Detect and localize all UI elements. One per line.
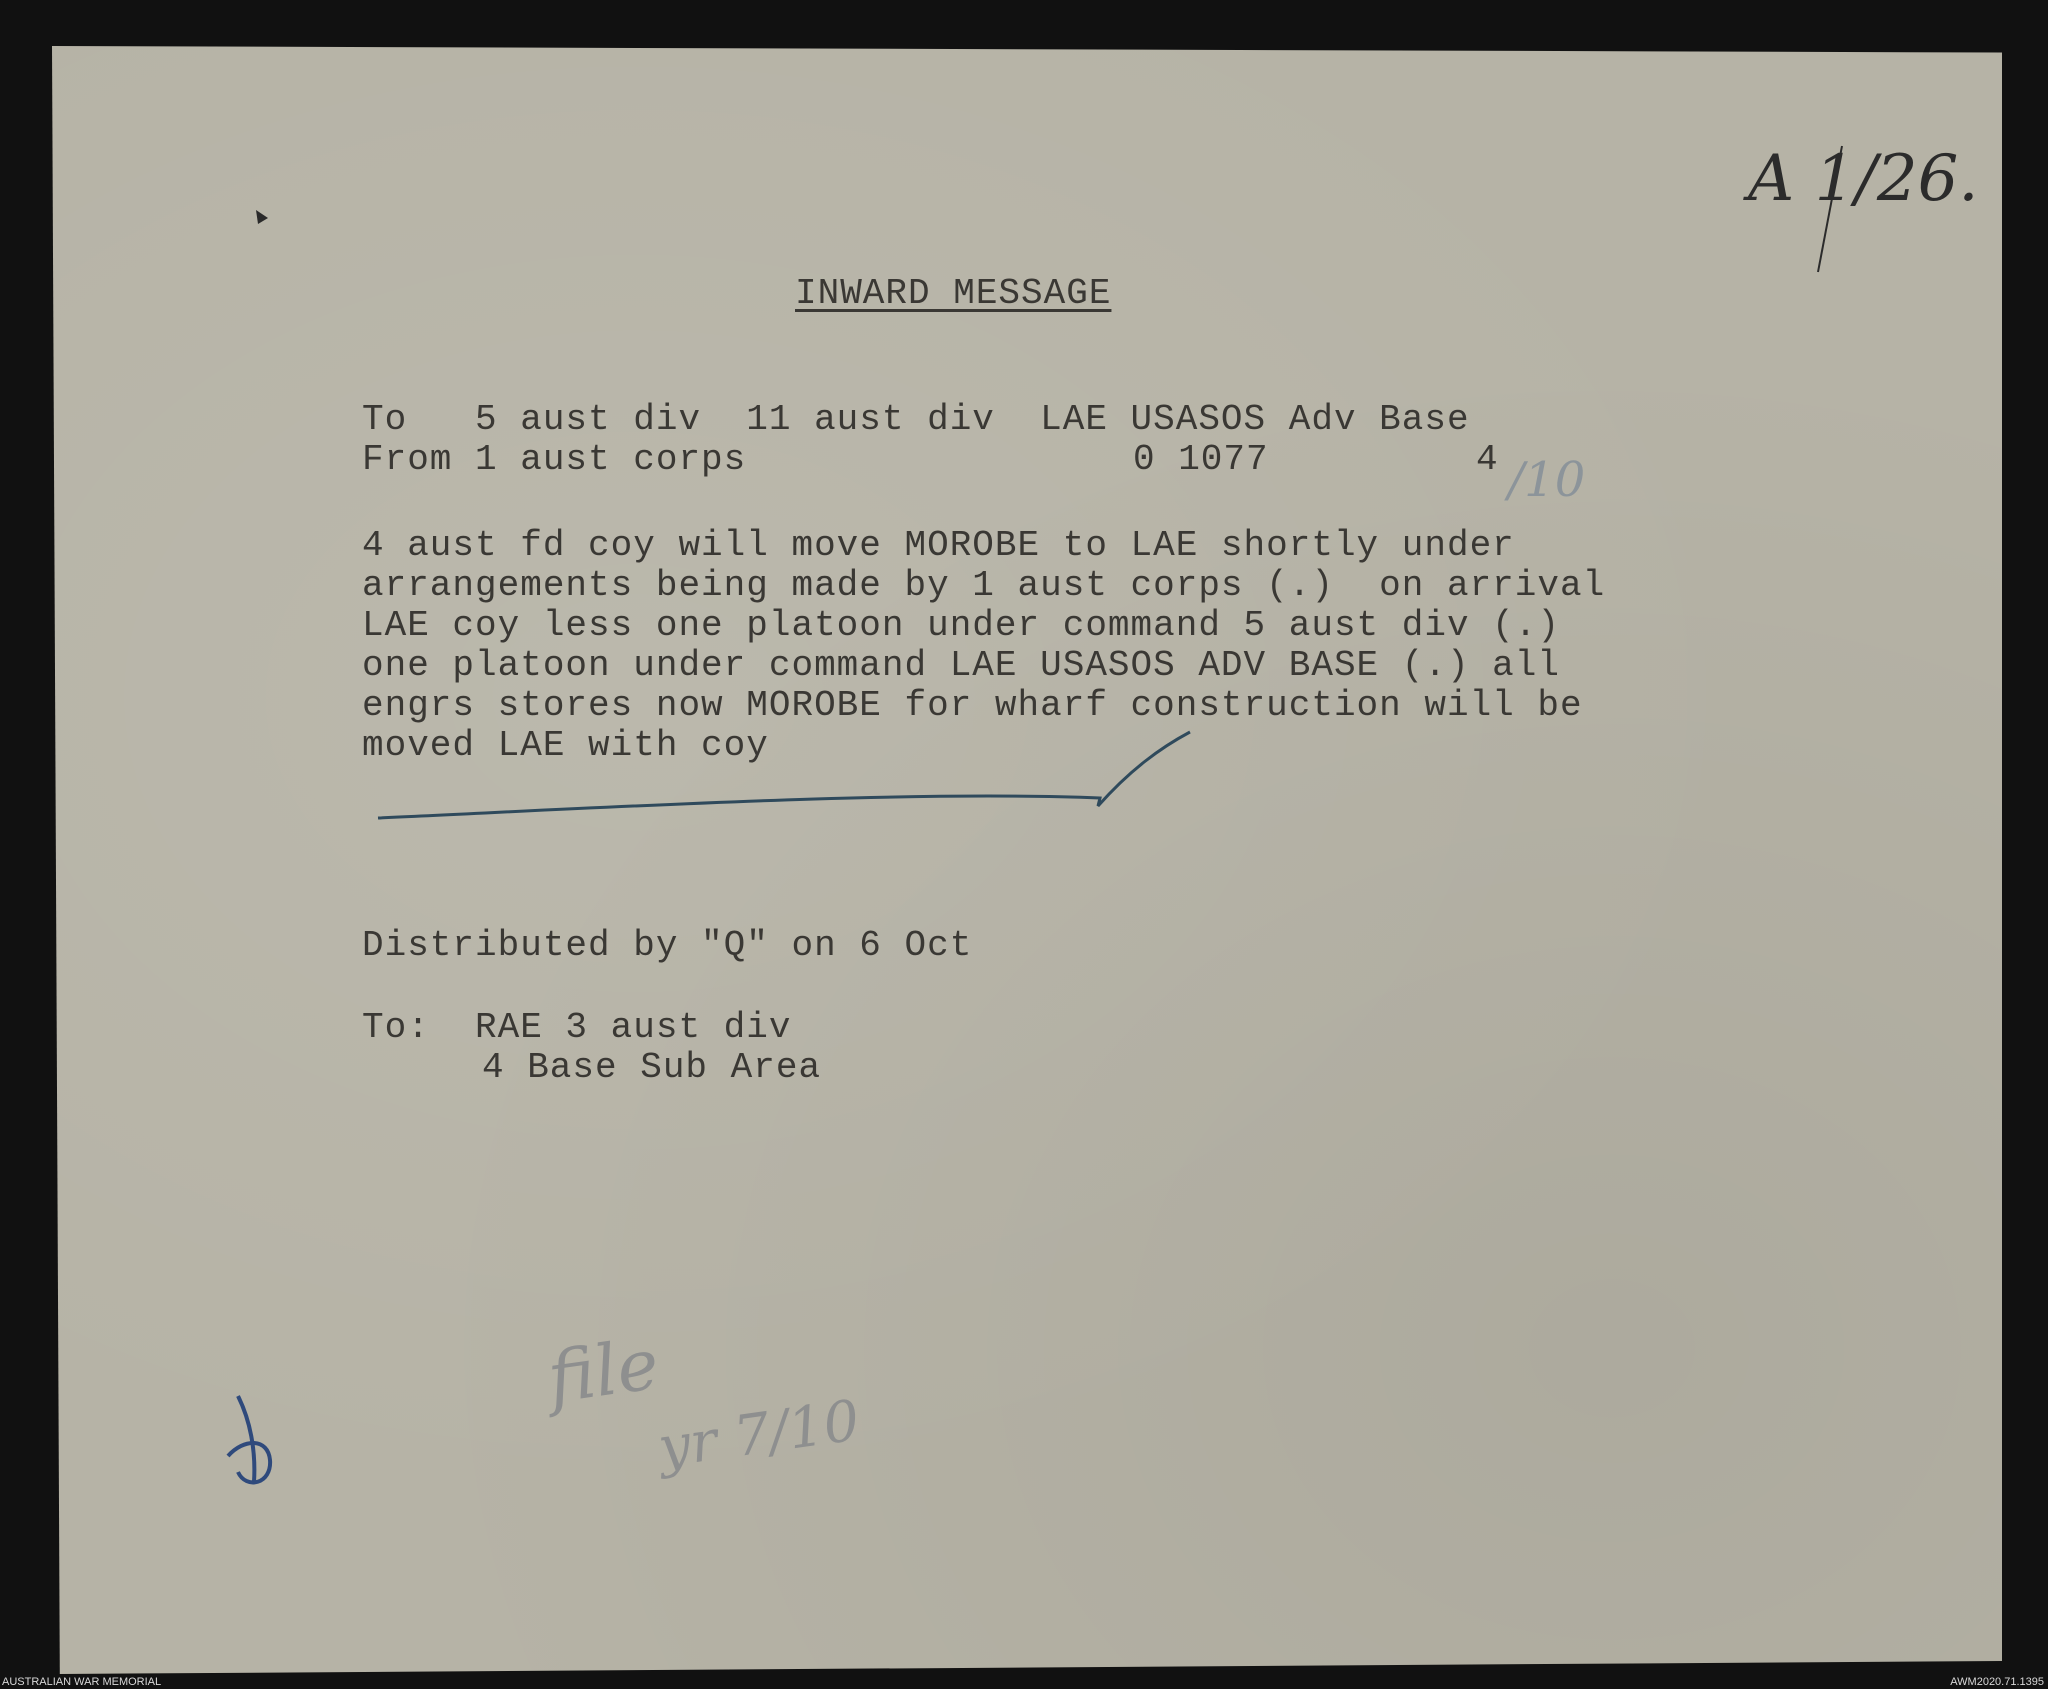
message-day: 4 [1476, 439, 1499, 480]
footer-institution: AUSTRALIAN WAR MEMORIAL [2, 1676, 162, 1688]
body-line: LAE coy less one platoon under command 5 aust div (.) [362, 605, 1560, 646]
body-line: arrangements being made by 1 aust corps (.) on arrival [362, 565, 1606, 606]
initials-mark [228, 1396, 270, 1482]
document-title: INWARD MESSAGE [795, 273, 1112, 314]
to-line: To 5 aust div 11 aust div LAE USASOS Adv Base [362, 399, 1470, 440]
ink-blot [256, 210, 268, 224]
body-line: engrs stores now MOROBE for wharf construction will be [362, 685, 1583, 726]
body-line: moved LAE with coy [362, 725, 769, 766]
body-line: 4 aust fd coy will move MOROBE to LAE shortly under [362, 525, 1515, 566]
reference-number: A 1/26. [1748, 142, 1979, 216]
handwritten-date: /10 [1508, 452, 1586, 508]
message-number: 0 1077 [1133, 439, 1269, 480]
distribution-to-2: 4 Base Sub Area [482, 1047, 822, 1088]
from-line: From 1 aust corps [362, 439, 747, 480]
footer-accession-number: AWM2020.71.1395 [1950, 1676, 2044, 1688]
body-line: one platoon under command LAE USASOS ADV BASE (.) all [362, 645, 1560, 686]
handwritten-file-note: file [542, 1322, 664, 1420]
distribution-to: To: RAE 3 aust div [362, 1007, 792, 1048]
handwritten-file-date: yr 7/10 [654, 1388, 864, 1481]
distribution-line: Distributed by "Q" on 6 Oct [362, 925, 973, 966]
